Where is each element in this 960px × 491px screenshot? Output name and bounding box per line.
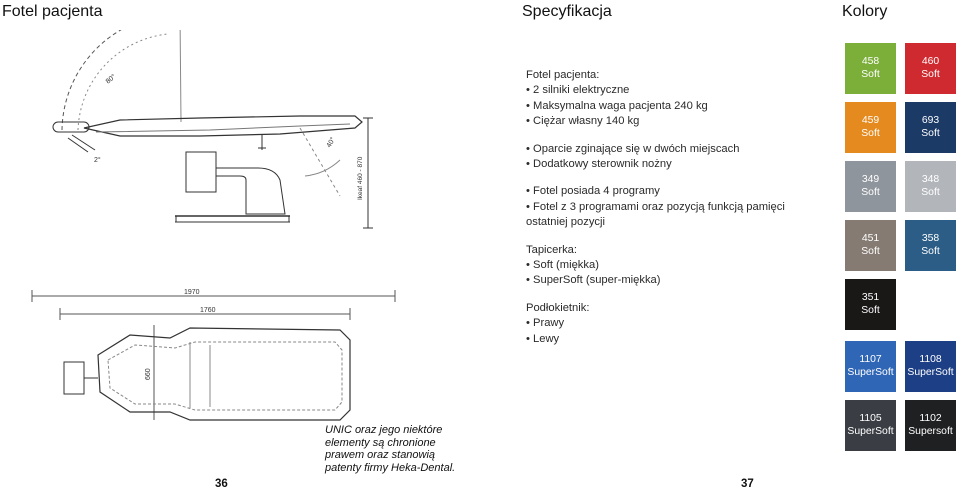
section-title-specification: Specyfikacja xyxy=(522,3,612,20)
spec-line: Fotel pacjenta: xyxy=(526,69,600,81)
color-swatch-349: 349 Soft xyxy=(845,161,896,212)
label-angle-small: 2° xyxy=(94,157,101,164)
color-swatch-358: 358 Soft xyxy=(905,220,956,271)
color-swatch-458: 458 Soft xyxy=(845,43,896,94)
spec-line: • Maksymalna waga pacjenta 240 kg xyxy=(526,99,708,112)
spec-block-armrest xyxy=(526,301,826,347)
top-headrest xyxy=(64,362,84,394)
page-number-left: 36 xyxy=(215,478,228,490)
spec-line: • Oparcie zginające się w dwóch miejscach xyxy=(526,142,740,155)
label-length-total: 1970 xyxy=(184,289,200,296)
spec-line: • Lewy xyxy=(526,332,560,345)
label-angle-top: 80° xyxy=(104,73,118,86)
spec-block-programs xyxy=(526,184,826,230)
spec-line: Tapicerka: xyxy=(526,243,577,256)
backrest-arc-inner xyxy=(78,34,168,130)
specification-list xyxy=(526,68,826,359)
spec-line: • Dodatkowy sterownik nożny xyxy=(526,158,672,171)
page-number-right: 37 xyxy=(741,478,754,490)
spec-block-upholstery xyxy=(526,243,826,289)
color-swatch-459: 459 Soft xyxy=(845,102,896,153)
spec-line: • Fotel posiada 4 programy xyxy=(526,185,660,198)
spec-line: • Soft (miękka) xyxy=(526,259,599,272)
color-swatch-1108: 1108 SuperSoft xyxy=(905,341,956,392)
spec-block-backrest xyxy=(526,142,826,173)
headrest xyxy=(53,122,89,132)
seat-shell xyxy=(84,116,362,136)
patent-note: UNIC oraz jego niektóre elementy są chronione prawem oraz stanowią patenty firmy Heka-Dental. xyxy=(325,424,456,474)
spec-line: • Ciężar własny 140 kg xyxy=(526,115,640,128)
label-width: 660 xyxy=(145,368,152,380)
chair-technical-drawing xyxy=(0,30,470,440)
color-swatch-1107: 1107 SuperSoft xyxy=(845,341,896,392)
color-swatch-1105: 1105 SuperSoft xyxy=(845,400,896,451)
label-length-inner: 1760 xyxy=(200,307,216,314)
label-height-range: Ikeaf 460 - 870 xyxy=(357,156,364,200)
color-swatch-451: 451 Soft xyxy=(845,220,896,271)
label-angle-mid: 40° xyxy=(325,136,338,149)
spec-block-general xyxy=(526,68,826,130)
color-swatch-351: 351 Soft xyxy=(845,279,896,330)
section-title-colors: Kolory xyxy=(842,3,888,20)
spec-line: • Fotel z 3 programami oraz pozycją funkcją pamięci ostatniej pozycji xyxy=(526,200,785,229)
page-title-left: Fotel pacjenta xyxy=(2,3,103,20)
spec-line: • SuperSoft (super-miękka) xyxy=(526,274,661,287)
color-swatch-460: 460 Soft xyxy=(905,43,956,94)
color-swatch-693: 693 Soft xyxy=(905,102,956,153)
color-swatch-348: 348 Soft xyxy=(905,161,956,212)
color-swatch-1102: 1102 Supersoft xyxy=(905,400,956,451)
spec-line: Podłokietnik: xyxy=(526,301,590,314)
spec-line: • Prawy xyxy=(526,317,565,330)
spec-line: • 2 silniki elektryczne xyxy=(526,84,630,97)
base-column xyxy=(186,152,216,192)
